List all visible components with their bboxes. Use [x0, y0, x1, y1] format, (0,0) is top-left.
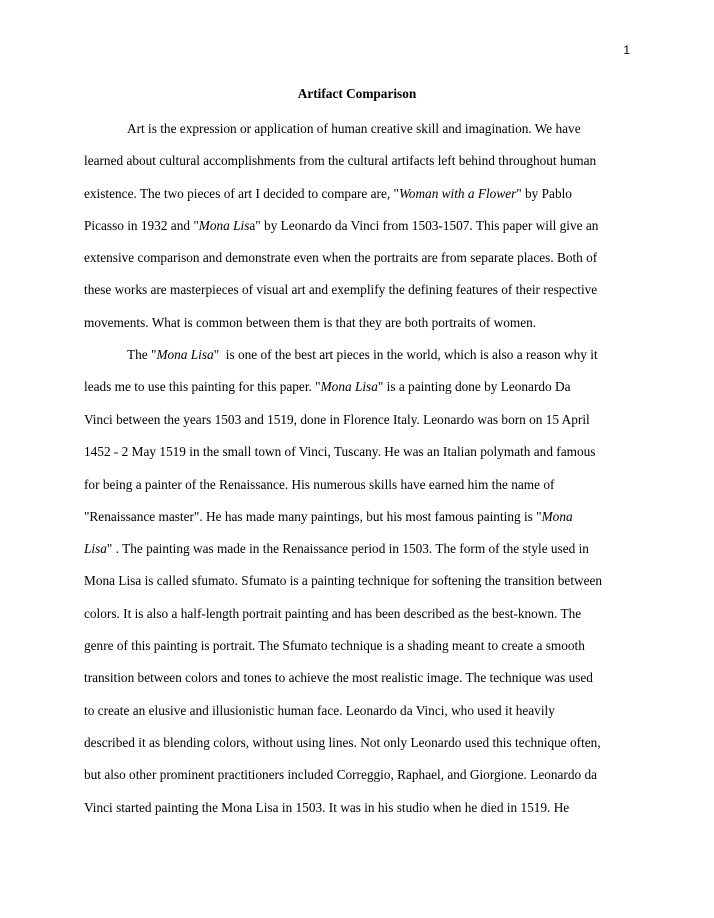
text-line-12: for being a painter of the Renaissance. His numerous skills have earned him the name of [84, 477, 555, 492]
text-line-18: transition between colors and tones to achieve the most realistic image. The technique was used [84, 670, 593, 685]
text-line-13: "Renaissance master". He has made many paintings, but his most famous painting is "Mona [84, 509, 573, 524]
text-line-3: existence. The two pieces of art I decided to compare are, "Woman with a Flower" by Pablo [84, 186, 572, 201]
document-title: Artifact Comparison [297, 86, 417, 101]
text-line-5: extensive comparison and demonstrate even when the portraits are from separate places. Both of [84, 250, 598, 265]
text-line-11: 1452 - 2 May 1519 in the small town of Vinci, Tuscany. He was an Italian polymath and famous [84, 444, 596, 459]
text-line-20: described it as blending colors, without using lines. Not only Leonardo used this technique often, [84, 735, 601, 750]
text-line-15: Mona Lisa is called sfumato. Sfumato is a painting technique for softening the transition between [84, 573, 603, 588]
text-line-6: these works are masterpieces of visual art and exemplify the defining features of their respective [84, 282, 598, 297]
text-line-7: movements. What is common between them is that they are both portraits of women. [84, 315, 537, 330]
text-line-2: learned about cultural accomplishments from the cultural artifacts left behind throughout human [84, 153, 597, 168]
text-line-21: but also other prominent practitioners included Correggio, Raphael, and Giorgione. Leonardo da [84, 767, 598, 782]
text-line-4: Picasso in 1932 and "Mona Lisa" by Leonardo da Vinci from 1503-1507. This paper will give an [84, 218, 599, 233]
page-number: 1 [623, 43, 630, 57]
text-line-1: Art is the expression or application of human creative skill and imagination. We have [127, 121, 581, 136]
text-line-9: leads me to use this painting for this paper. "Mona Lisa" is a painting done by Leonardo Da [84, 379, 571, 394]
text-line-14: Lisa" . The painting was made in the Renaissance period in 1503. The form of the style used in [84, 541, 589, 556]
text-line-10: Vinci between the years 1503 and 1519, done in Florence Italy. Leonardo was born on 15 April [84, 412, 590, 427]
text-line-16: colors. It is also a half-length portrait painting and has been described as the best-known. The [84, 606, 582, 621]
text-line-19: to create an elusive and illusionistic human face. Leonardo da Vinci, who used it heavily [84, 703, 555, 718]
text-line-22: Vinci started painting the Mona Lisa in 1503. It was in his studio when he died in 1519. He [84, 800, 570, 815]
text-line-17: genre of this painting is portrait. The Sfumato technique is a shading meant to create a smooth [84, 638, 585, 653]
text-line-8: The "Mona Lisa" is one of the best art pieces in the world, which is also a reason why it [127, 347, 598, 362]
